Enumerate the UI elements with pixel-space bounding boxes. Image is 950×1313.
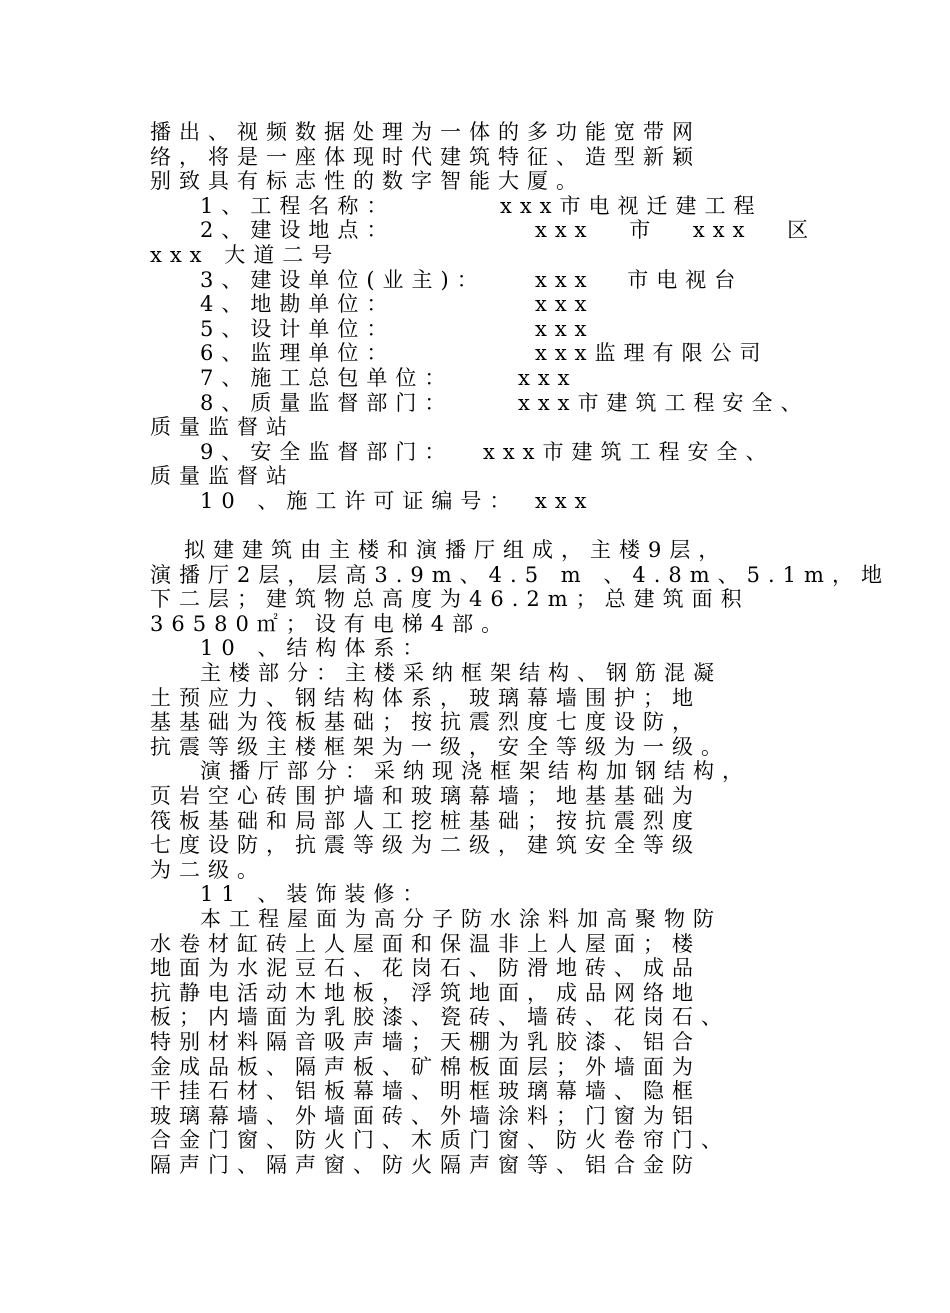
info-item-safety-dept bbox=[150, 440, 830, 465]
structure-hall-line: 为二级。 bbox=[150, 857, 266, 882]
structure-hall-line: 页岩空心砖围护墙和玻璃幕墙；地基基础为 bbox=[150, 784, 701, 809]
decoration-line: 合金门窗、防火门、木质门窗、防火卷帘门、 bbox=[150, 1128, 730, 1153]
decoration-line: 水卷材缸砖上人屋面和保温非上人屋面；楼 bbox=[150, 931, 701, 956]
decoration-line: 玻璃幕墙、外墙面砖、外墙涂料；门窗为铝 bbox=[150, 1103, 701, 1128]
intro-line: 络，将是一座体现时代建筑特征、造型新颖 bbox=[150, 144, 701, 169]
decoration-line: 本工程屋面为高分子防水涂料加高聚物防 bbox=[200, 907, 722, 931]
info-label: 3、建设单位(业主)： bbox=[200, 267, 486, 292]
structure-main-line: 抗震等级主楼框架为一级，安全等级为一级。 bbox=[150, 734, 730, 759]
info-item-quality-dept-cont: 质量监督站 bbox=[150, 415, 295, 440]
building-line: 演播厅2层，层高3.9m、4.5 m 、4.8m、5.1m，地 bbox=[150, 562, 890, 587]
info-item-site-cont: xxx 大道二号 bbox=[150, 242, 341, 267]
info-value: xxx 市电视台 bbox=[535, 267, 744, 292]
info-item-design bbox=[150, 317, 830, 342]
decoration-line: 干挂石材、铝板幕墙、明框玻璃幕墙、隐框 bbox=[150, 1079, 701, 1104]
structure-main-line: 主楼部分：主楼采纳框架结构、钢筋混凝 bbox=[200, 661, 722, 686]
structure-hall-line: 筏板基础和局部人工挖桩基础；按抗震烈度 bbox=[150, 808, 701, 833]
info-item-permit bbox=[150, 489, 830, 514]
info-label: 2、建设地点： bbox=[200, 218, 396, 243]
info-label: 8、质量监督部门： bbox=[200, 390, 454, 415]
decoration-line: 地面为水泥豆石、花岗石、防滑地砖、成品 bbox=[150, 956, 701, 981]
structure-hall-line: 演播厅部分：采纳现浇框架结构加钢结构， bbox=[200, 759, 751, 784]
building-line: 拟建建筑由主楼和演播厅组成，主楼9层， bbox=[184, 538, 728, 563]
intro-line: 别致具有标志性的数字智能大厦。 bbox=[150, 169, 585, 194]
info-item-safety-dept-cont: 质量监督站 bbox=[150, 464, 295, 489]
info-value: xxx监理有限公司 bbox=[535, 341, 769, 366]
building-line: 36580㎡；设有电梯4部。 bbox=[150, 611, 511, 636]
info-label: 1、工程名称： bbox=[200, 193, 396, 218]
info-item-supervision bbox=[150, 341, 830, 366]
decoration-line: 隔声门、隔声窗、防火隔声窗等、铝合金防 bbox=[150, 1152, 701, 1177]
structure-heading: 10 、结构体系： bbox=[200, 636, 432, 661]
info-label: 4、地勘单位： bbox=[200, 292, 396, 317]
structure-main-line: 基基础为筏板基础；按抗震烈度七度设防， bbox=[150, 710, 701, 735]
info-item-survey bbox=[150, 292, 830, 317]
info-value: xxx bbox=[518, 365, 578, 390]
document-body bbox=[150, 120, 890, 1178]
blank-line bbox=[150, 514, 830, 539]
building-line: 下二层；建筑物总高度为46.2m；总建筑面积 bbox=[150, 587, 750, 612]
structure-main-line: 土预应力、钢结构体系，玻璃幕墙围护；地 bbox=[150, 685, 701, 710]
info-label: 6、监理单位： bbox=[200, 341, 396, 366]
structure-hall-line: 七度设防，抗震等级为二级，建筑安全等级 bbox=[150, 833, 701, 858]
info-label: 5、设计单位： bbox=[200, 316, 396, 341]
info-label: 9、安全监督部门： bbox=[200, 439, 454, 464]
info-item-owner bbox=[150, 268, 830, 293]
info-item-contractor bbox=[150, 366, 830, 391]
info-value: xxx 市 xxx 区 bbox=[535, 218, 817, 243]
info-value: xxx市电视迁建工程 bbox=[500, 193, 763, 218]
intro-line: 播出、视频数据处理为一体的多功能宽带网 bbox=[150, 120, 701, 144]
info-item-project-name bbox=[150, 194, 830, 219]
decoration-line: 特别材料隔音吸声墙；天棚为乳胶漆、铝合 bbox=[150, 1029, 701, 1054]
info-label: 7、施工总包单位： bbox=[200, 365, 454, 390]
info-label: 10 、施工许可证编号： bbox=[200, 488, 519, 513]
info-item-quality-dept bbox=[150, 391, 830, 416]
info-value: xxx bbox=[535, 292, 595, 317]
info-value: xxx市建筑工程安全、 bbox=[518, 390, 810, 415]
info-item-site bbox=[150, 218, 830, 243]
decoration-line: 抗静电活动木地板，浮筑地面，成品网络地 bbox=[150, 980, 701, 1005]
info-value: xxx市建筑工程安全、 bbox=[483, 439, 775, 464]
decoration-line: 金成品板、隔声板、矿棉板面层；外墙面为 bbox=[150, 1054, 701, 1079]
info-value: xxx bbox=[535, 316, 595, 341]
info-value: xxx bbox=[535, 488, 595, 513]
decoration-line: 板；内墙面为乳胶漆、瓷砖、墙砖、花岗石、 bbox=[150, 1005, 730, 1030]
decoration-heading: 11 、装饰装修： bbox=[200, 882, 432, 907]
